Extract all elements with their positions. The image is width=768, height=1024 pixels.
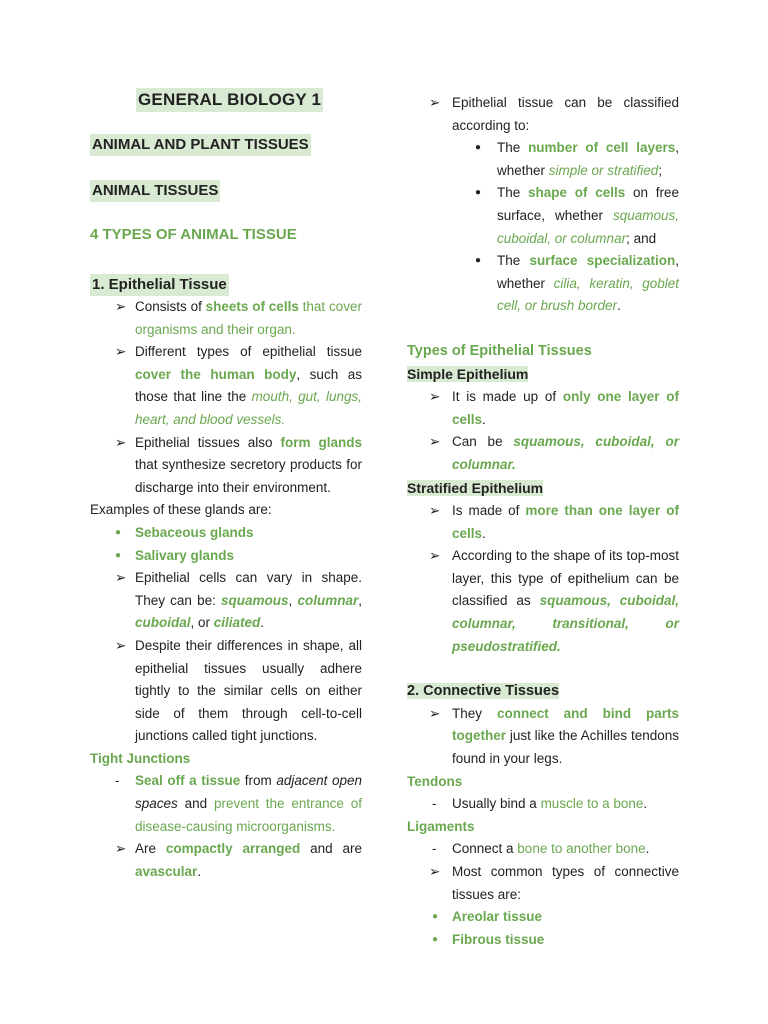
heading-epithelial-tissue: 1. Epithelial Tissue bbox=[90, 274, 229, 296]
arrow-bullet-icon: ➢ bbox=[115, 637, 127, 653]
heading-animal-plant-tissues: ANIMAL AND PLANT TISSUES bbox=[90, 134, 311, 156]
heading-animal-tissues: ANIMAL TISSUES bbox=[90, 180, 220, 202]
dot-bullet-icon: ● bbox=[475, 142, 482, 154]
arrow-bullet-icon: ➢ bbox=[429, 95, 441, 110]
heading-types-epithelial: Types of Epithelial Tissues bbox=[407, 342, 592, 359]
list-item: ➢ It is made up of only one layer of cells. bbox=[407, 386, 679, 431]
dot-bullet-icon: ● bbox=[115, 549, 122, 561]
list-item: ● The number of cell layers, whether simple or stratified; bbox=[407, 137, 679, 182]
list-item: - Usually bind a muscle to a bone. bbox=[407, 793, 679, 816]
arrow-bullet-icon: ➢ bbox=[115, 344, 127, 360]
heading-tight-junctions: Tight Junctions bbox=[90, 750, 191, 766]
document-title: GENERAL BIOLOGY 1 bbox=[136, 88, 323, 112]
heading-connective-wrap bbox=[407, 680, 679, 703]
list-item: ● Fibrous tissue bbox=[407, 929, 679, 952]
arrow-bullet-icon: ➢ bbox=[115, 299, 127, 314]
arrow-bullet-icon: ➢ bbox=[429, 705, 441, 721]
arrow-bullet-icon: ➢ bbox=[429, 434, 441, 450]
arrow-bullet-icon: ➢ bbox=[115, 570, 127, 586]
left-column bbox=[90, 88, 362, 883]
list-item: ● The shape of cells on free surface, whether squamous, cuboidal, or columnar; and bbox=[407, 182, 679, 250]
dot-bullet-icon: ● bbox=[475, 255, 482, 267]
heading-simple-epithelium: Simple Epithelium bbox=[407, 365, 529, 382]
list-item: ➢ Epithelial tissue can be classified according to: bbox=[407, 92, 679, 137]
list-item: ➢ They connect and bind parts together just like the Achilles tendons found in your legs. bbox=[407, 703, 679, 771]
list-item: ➢ Epithelial cells can vary in shape. They can be: squamous, columnar, cuboidal, or ciliated. bbox=[90, 567, 362, 635]
heading-stratified-epithelium: Stratified Epithelium bbox=[407, 479, 544, 496]
list-item: ➢ Is made of more than one layer of cells. bbox=[407, 500, 679, 545]
list-item: ● Sebaceous glands bbox=[90, 522, 362, 545]
list-item: ● Areolar tissue bbox=[407, 906, 679, 929]
dash-bullet: - bbox=[115, 773, 120, 789]
list-item: ➢ Despite their differences in shape, all epithelial tissues usually adhere tightly to the similar cells on either side of them through cell-to-cell junctions called tight junctions. bbox=[90, 635, 362, 748]
arrow-bullet-icon: ➢ bbox=[115, 434, 127, 450]
list-item: ➢ Are compactly arranged and are avascular. bbox=[90, 838, 362, 883]
heading-connective-tissues: 2. Connective Tissues bbox=[407, 683, 560, 700]
arrow-bullet-icon: ➢ bbox=[115, 841, 127, 857]
arrow-bullet-icon: ➢ bbox=[429, 503, 441, 519]
list-item: ➢ According to the shape of its top-most layer, this type of epithelium can be classified as squamous, cuboidal, columnar, transitional, or pseudostratified. bbox=[407, 545, 679, 658]
arrow-bullet-icon: ➢ bbox=[429, 864, 441, 879]
list-item: - Connect a bone to another bone. bbox=[407, 838, 679, 861]
dot-bullet-icon: ● bbox=[475, 187, 482, 199]
heading-simple-epithelium-wrap bbox=[407, 363, 679, 387]
heading-four-types: 4 TYPES OF ANIMAL TISSUE bbox=[90, 226, 297, 243]
right-column bbox=[407, 88, 679, 951]
arrow-bullet-icon: ➢ bbox=[429, 389, 441, 405]
list-item: ● The surface specialization, whether cilia, keratin, goblet cell, or brush border. bbox=[407, 250, 679, 318]
heading-ligaments: Ligaments bbox=[407, 818, 475, 834]
list-item: ➢ Can be squamous, cuboidal, or columnar. bbox=[407, 431, 679, 476]
heading-tendons: Tendons bbox=[407, 773, 463, 789]
heading-stratified-epithelium-wrap bbox=[407, 477, 679, 501]
arrow-bullet-icon: ➢ bbox=[429, 548, 441, 564]
dash-bullet: - bbox=[432, 796, 437, 812]
dot-bullet-icon: ● bbox=[432, 933, 439, 945]
list-item: ● Salivary glands bbox=[90, 545, 362, 568]
examples-text: Examples of these glands are: bbox=[90, 502, 272, 518]
list-item: - Seal off a tissue from adjacent open spaces and prevent the entrance of disease-causing microorganisms. bbox=[90, 770, 362, 838]
list-item: ➢ Epithelial tissues also form glands that synthesize secretory products for discharge into their environment. bbox=[90, 432, 362, 500]
dot-bullet-icon: ● bbox=[115, 526, 122, 538]
list-item: ➢ Most common types of connective tissues are: bbox=[407, 861, 679, 906]
list-item: ➢ Different types of epithelial tissue cover the human body, such as those that line the mouth, gut, lungs, heart, and blood vessels. bbox=[90, 341, 362, 431]
list-item: ➢ Consists of sheets of cells that cover organisms and their organ. bbox=[90, 296, 362, 341]
dot-bullet-icon: ● bbox=[432, 911, 439, 923]
dash-bullet: - bbox=[432, 841, 437, 857]
